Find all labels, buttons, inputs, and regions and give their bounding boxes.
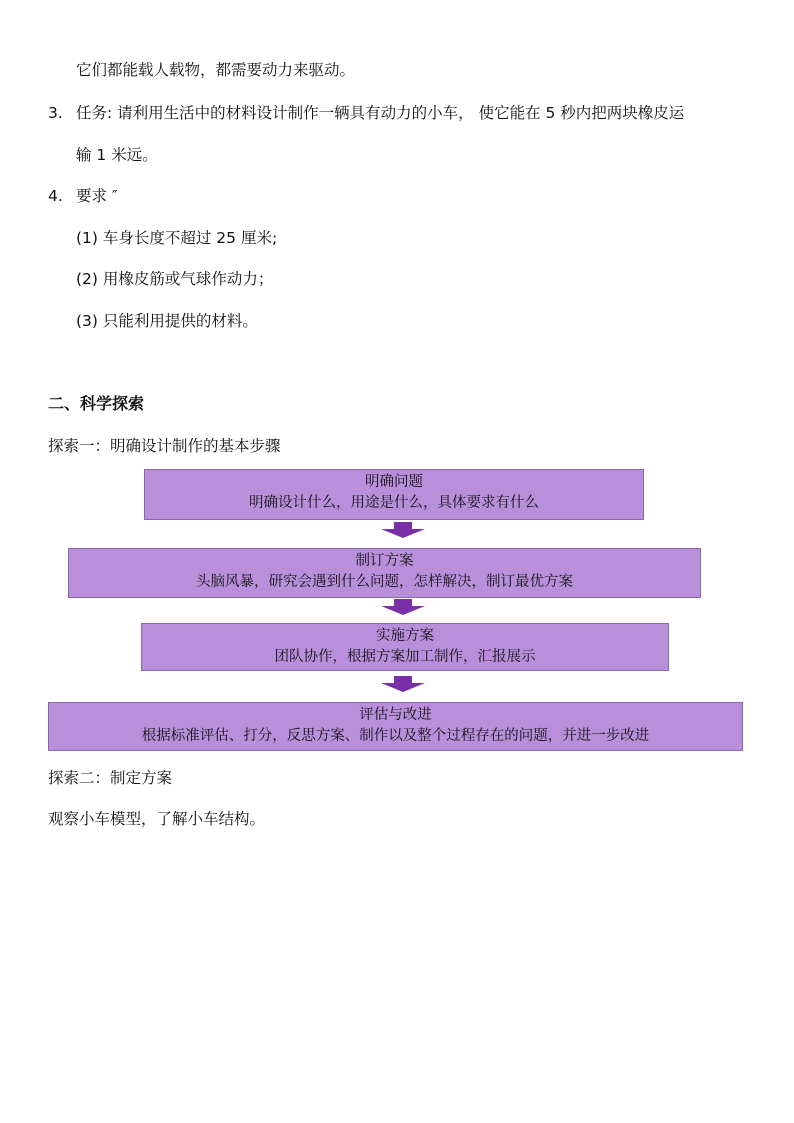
task-line-1: 任务: 请利用生活中的材料设计制作一辆具有动力的小车， 使它能在 5 秒内把两块橡皮运 [76,104,685,122]
explore-two-label: 探索二：制定方案 [48,769,173,787]
flow-step-box [48,702,743,751]
flow-step-title: 评估与改进 [359,707,432,723]
requirement-item: (1) 车身长度不超过 25 厘米; [76,229,278,247]
flow-step-title: 实施方案 [376,628,434,644]
flow-step-desc: 明确设计什么，用途是什么，具体要求有什么 [249,495,539,511]
list-number-3: 3. [48,104,63,122]
explore-one-label: 探索一：明确设计制作的基本步骤 [48,437,281,455]
flow-step-box [68,548,701,598]
flow-step-title: 制订方案 [355,553,414,569]
requirements-label: 要求 ″ [76,187,118,205]
flow-step-desc: 团队协作，根据方案加工制作，汇报展示 [274,649,536,665]
flow-step-box [141,623,669,671]
task-line-2: 输 1 米远。 [76,146,158,164]
requirement-item: (3) 只能利用提供的材料。 [76,312,258,330]
flow-step-desc: 头脑风暴，研究会遇到什么问题，怎样解决，制订最优方案 [196,574,573,590]
flow-step-title: 明确问题 [365,474,423,490]
intro-line: 它们都能载人载物，都需要动力来驱动。 [76,61,356,79]
observe-line: 观察小车模型，了解小车结构。 [48,810,266,828]
section-heading: 二、科学探索 [48,394,145,413]
requirement-item: (2) 用橡皮筋或气球作动力； [76,270,274,288]
flow-step-box [144,469,644,520]
list-number-4: 4. [48,187,63,205]
flow-step-desc: 根据标准评估、打分，反思方案、制作以及整个过程存在的问题，并进一步改进 [141,728,650,744]
